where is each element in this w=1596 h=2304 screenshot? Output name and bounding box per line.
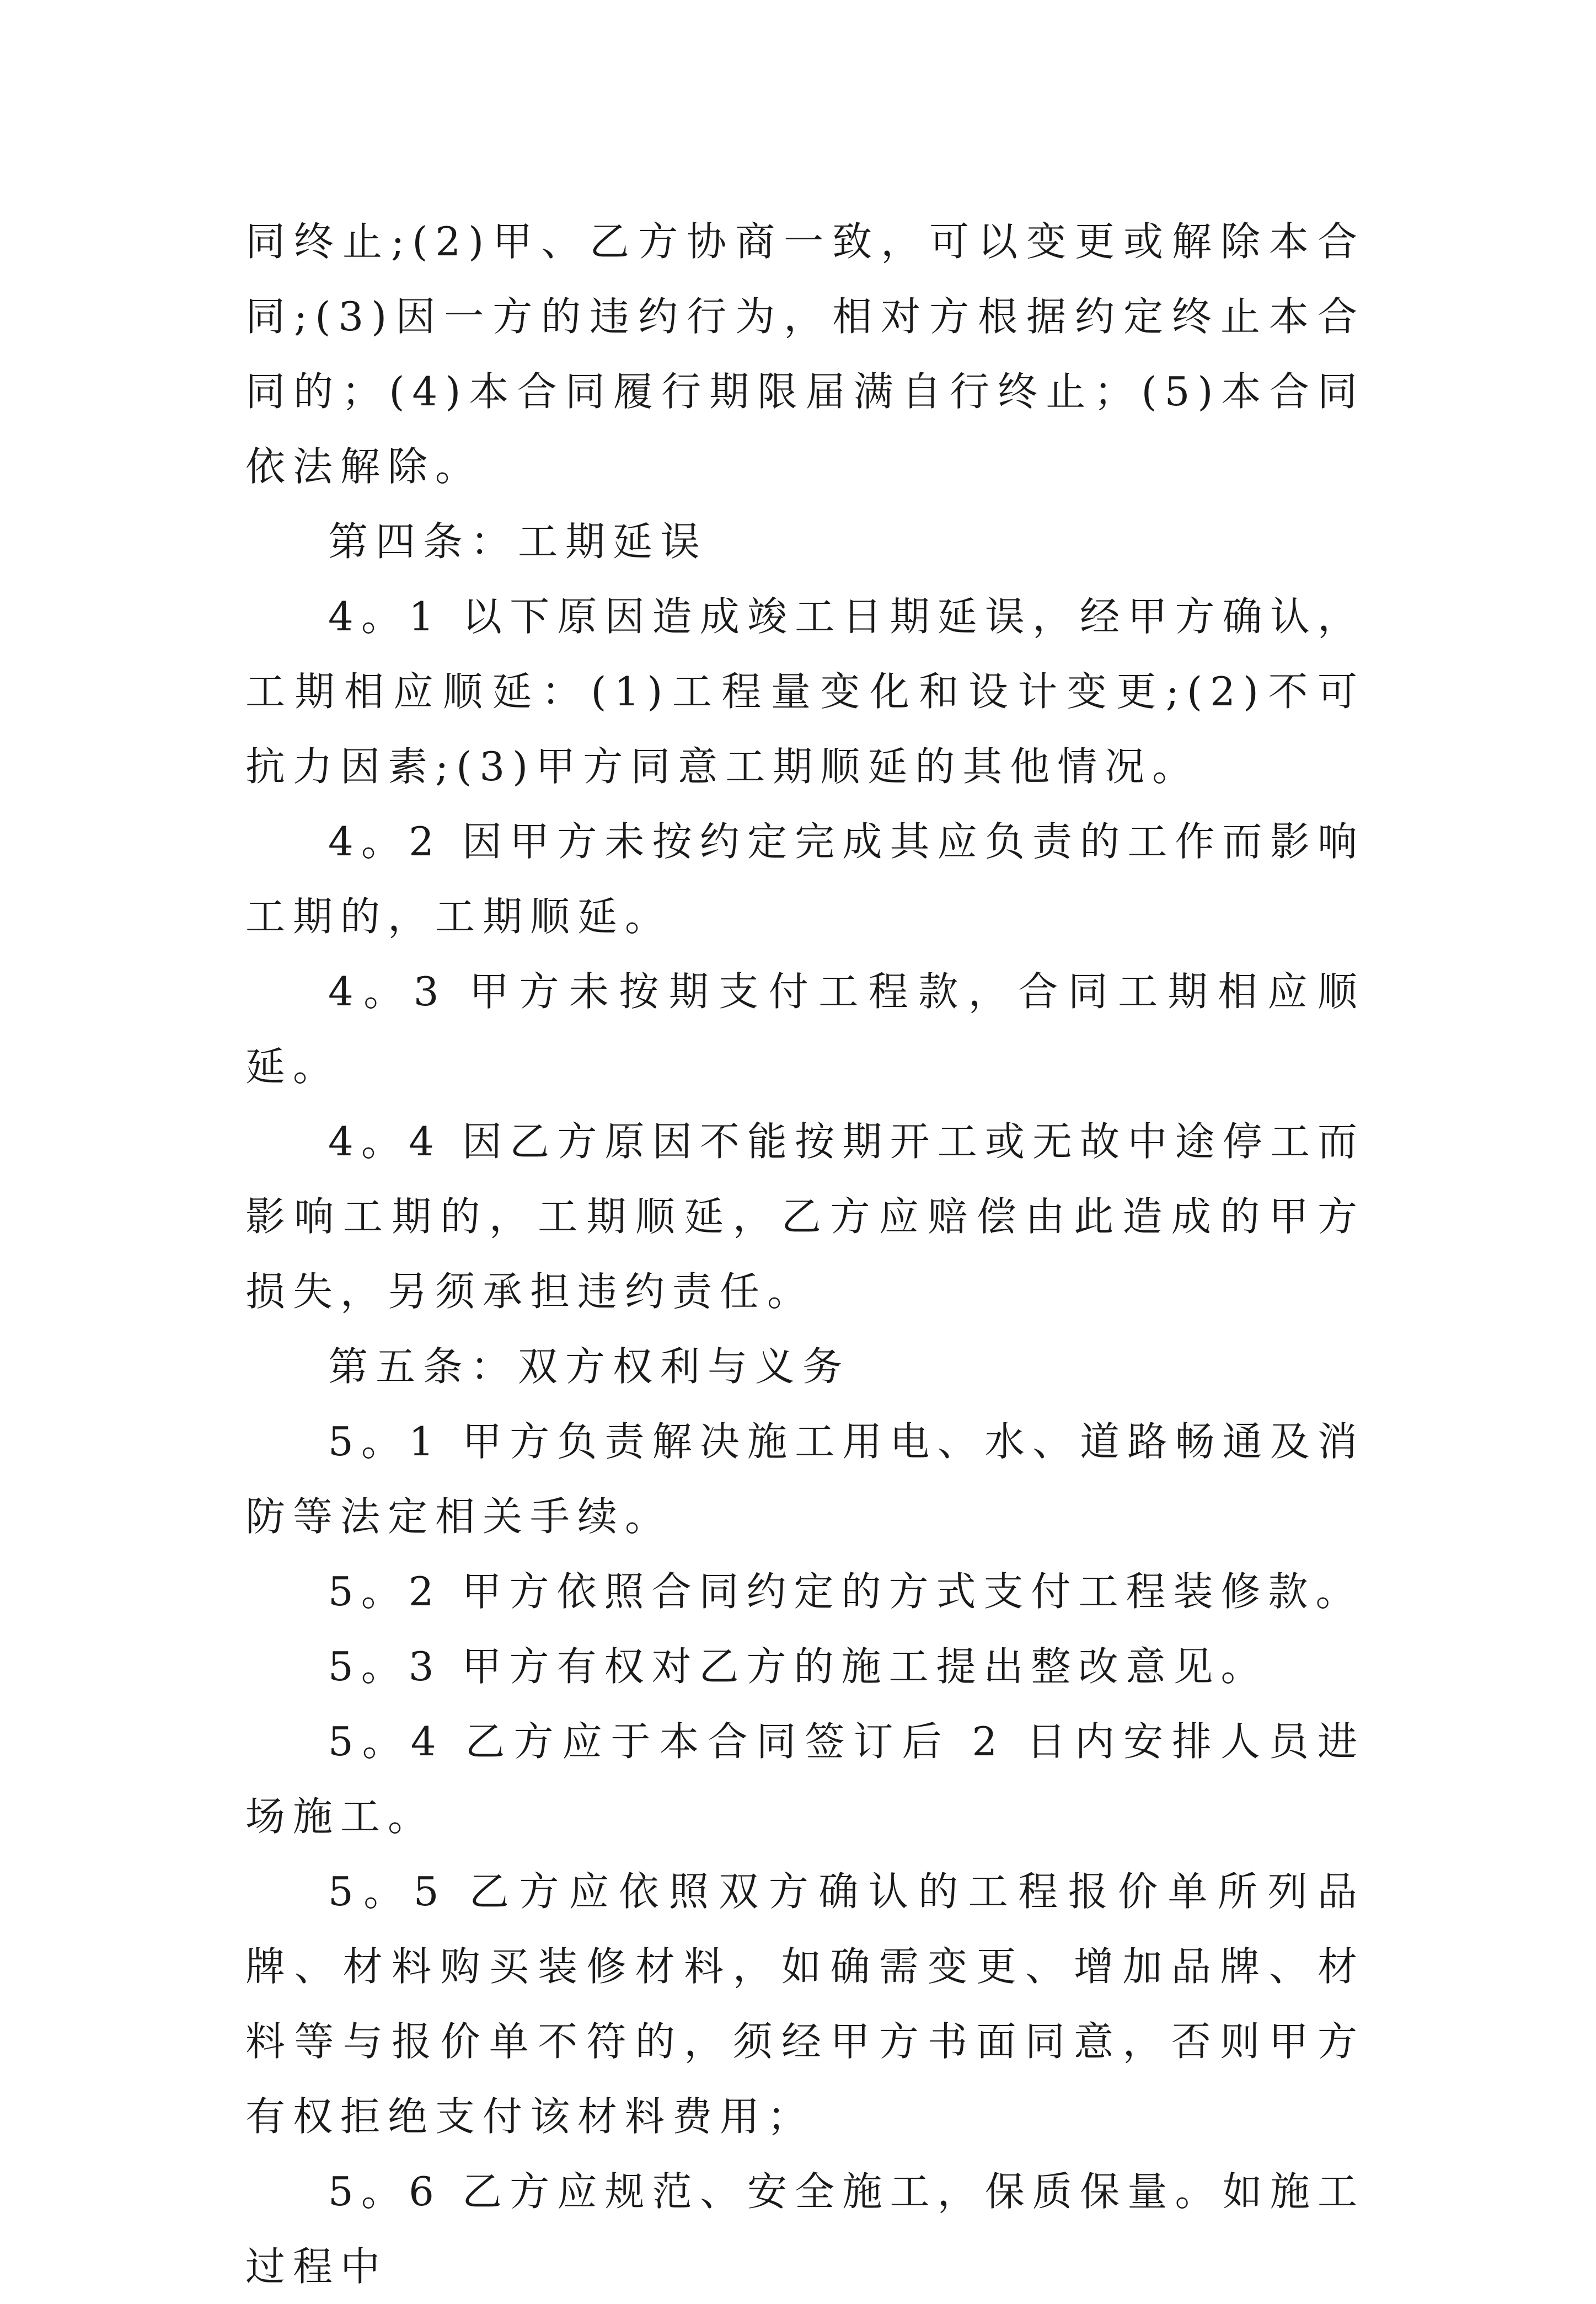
clause-5-3: 5。3 甲方有权对乙方的施工提出整改意见。: [328, 1643, 1268, 1690]
paragraph-contract-termination: 同终止;(2)甲、乙方协商一致，可以变更或解除本合同;(3)因一方的违约行为，相对方根据约定终止本合同的；(4)本合同履行期限届满自行终止；(5)本合同依法解除。: [245, 218, 1365, 490]
clause-4-3: 4。3 甲方未按期支付工程款，合同工期相应顺延。: [245, 968, 1365, 1090]
document-page: [245, 204, 1365, 2304]
clause-5-5: 5。5 乙方应依照双方确认的工程报价单所列品牌、材料购买装修材料，如确需变更、增加品牌、材料等与报价单不符的，须经甲方书面同意，否则甲方有权拒绝支付该材料费用；: [245, 1868, 1365, 2140]
clause-5-1: 5。1 甲方负责解决施工用电、水、道路畅通及消防等法定相关手续。: [245, 1418, 1365, 1540]
clause-5-6: 5。6 乙方应规范、安全施工，保质保量。如施工过程中: [245, 2168, 1365, 2290]
clause-4-1: 4。1 以下原因造成竣工日期延误，经甲方确认，工期相应顺延：(1)工程量变化和设计变更;(2)不可抗力因素;(3)甲方同意工期顺延的其他情况。: [245, 593, 1365, 790]
clause-5-4: 5。4 乙方应于本合同签订后 2 日内安排人员进场施工。: [245, 1718, 1365, 1840]
clause-4-4: 4。4 因乙方原因不能按期开工或无故中途停工而影响工期的，工期顺延，乙方应赔偿由此造成的甲方损失，另须承担违约责任。: [245, 1118, 1365, 1315]
clause-4-2: 4。2 因甲方未按约定完成其应负责的工作而影响工期的，工期顺延。: [245, 818, 1365, 940]
heading-article-5: 第五条：双方权利与义务: [328, 1343, 850, 1390]
heading-article-4: 第四条：工期延误: [328, 518, 708, 565]
clause-5-2: 5。2 甲方依照合同约定的方式支付工程装修款。: [328, 1568, 1363, 1615]
